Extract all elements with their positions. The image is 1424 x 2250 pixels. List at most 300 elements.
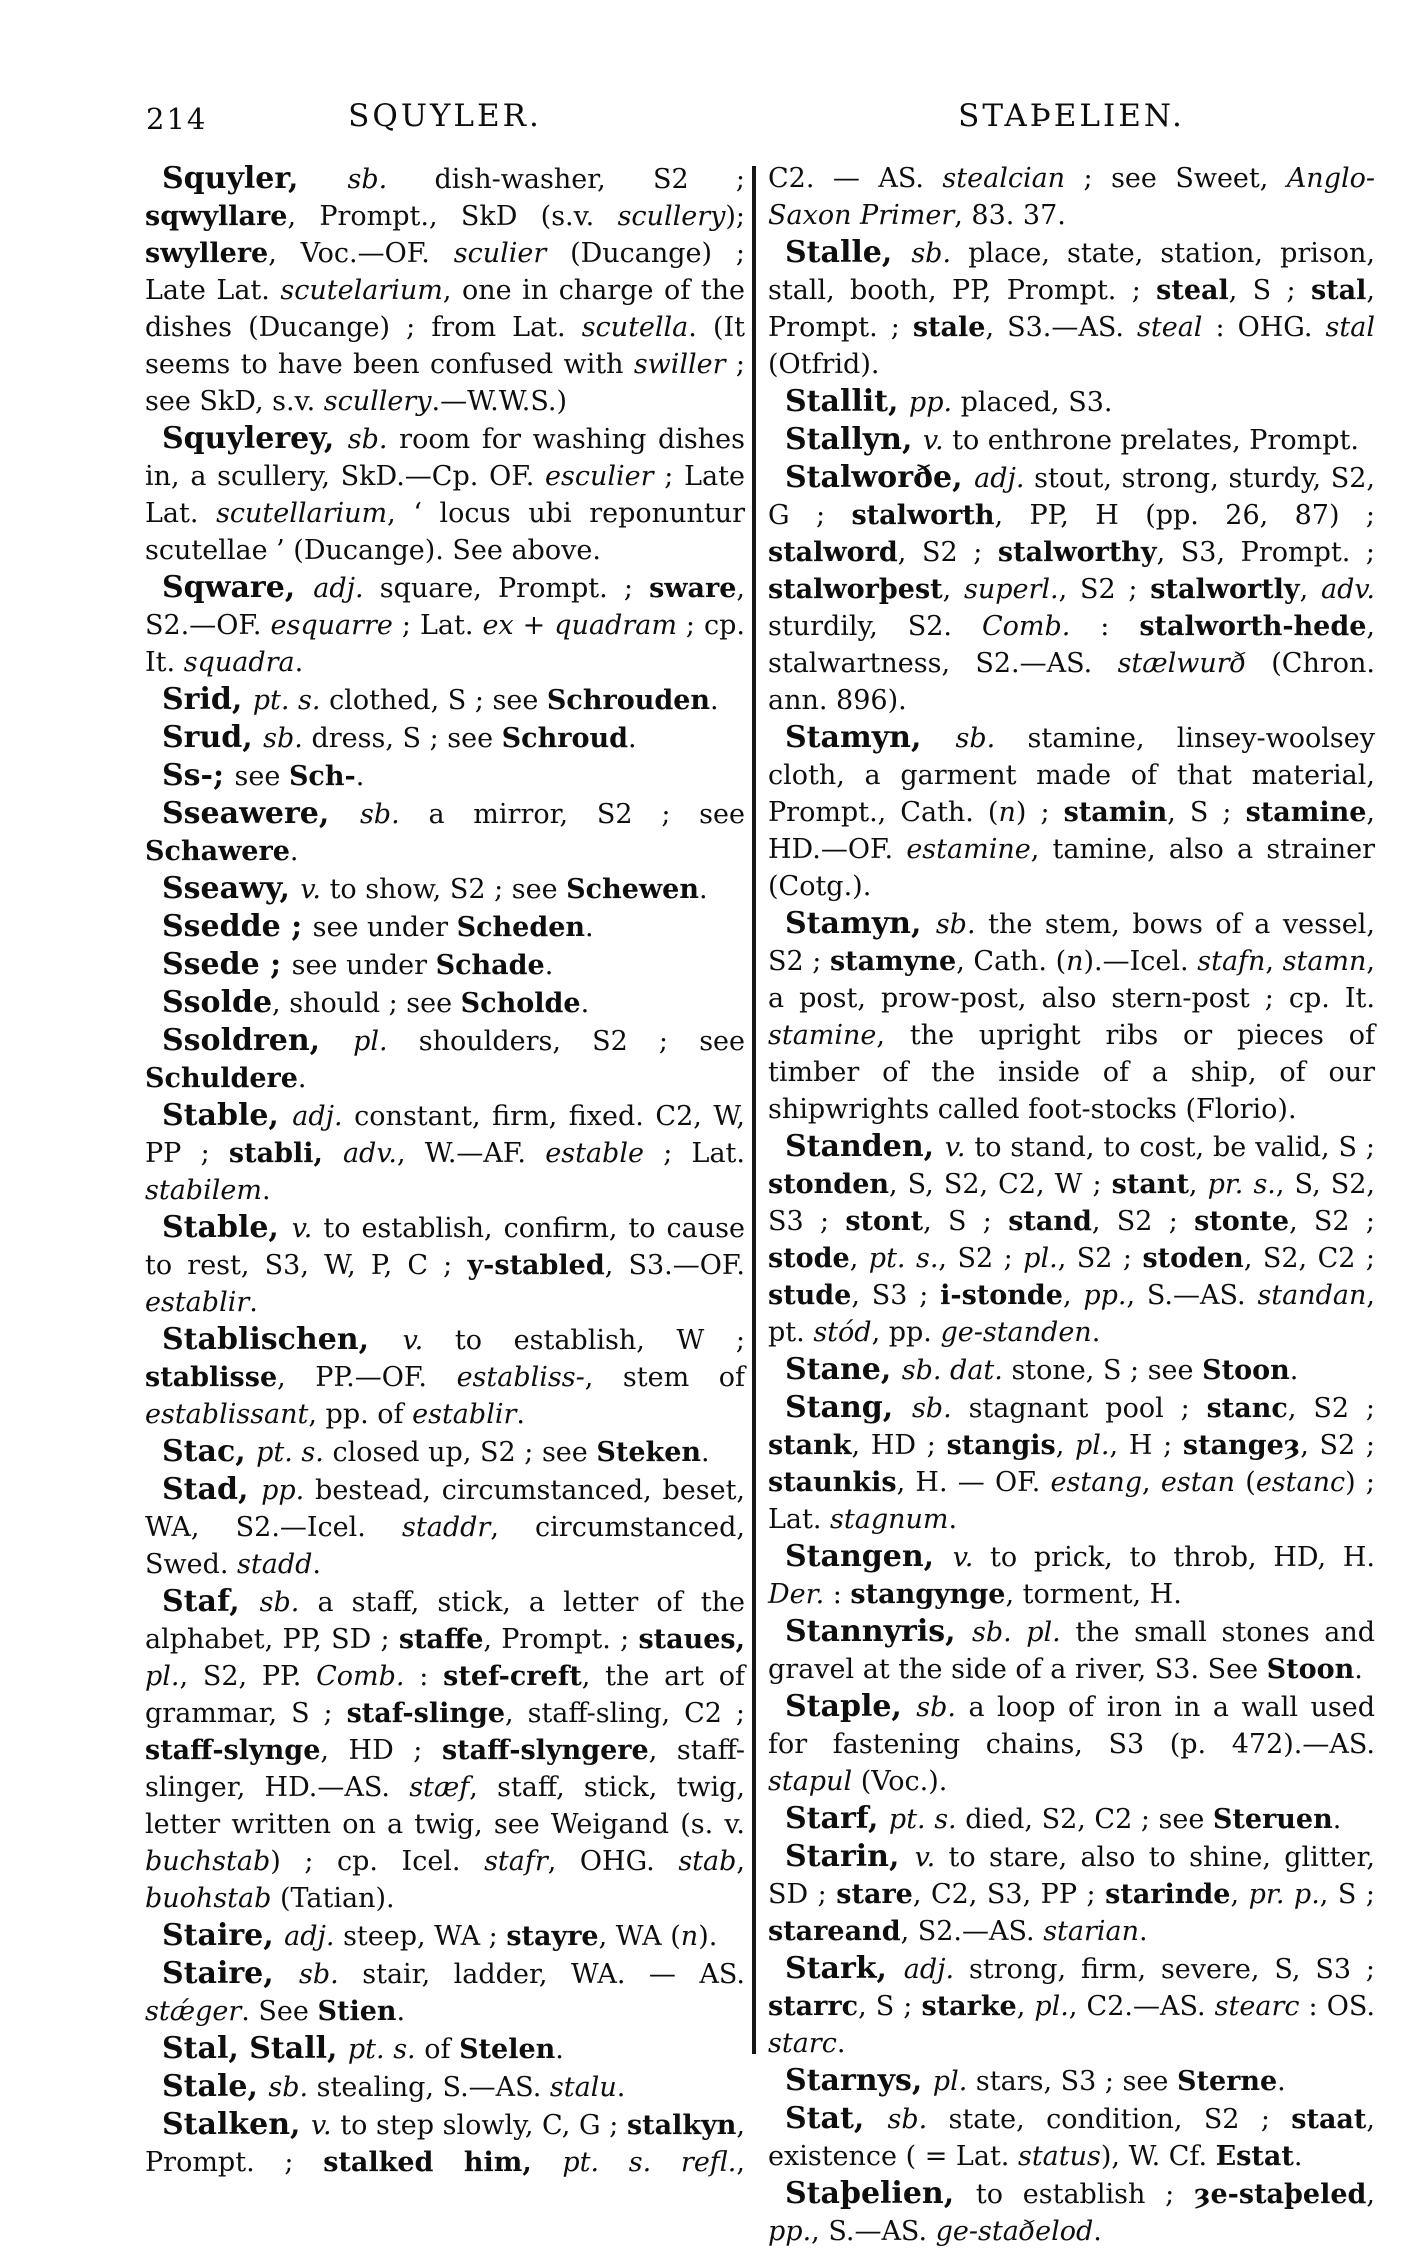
italic-label: stælwurð bbox=[1117, 648, 1246, 679]
entry-text: , S2 ; bbox=[1058, 574, 1151, 605]
dictionary-entry bbox=[145, 795, 745, 870]
entry-text: . bbox=[312, 1549, 322, 1580]
dictionary-entry bbox=[145, 2106, 745, 2181]
italic-label: stab bbox=[678, 1846, 737, 1877]
entry-headword: Stable, bbox=[162, 1098, 293, 1133]
dictionary-entry bbox=[768, 2175, 1375, 2250]
bold-form: swyllere bbox=[145, 238, 269, 269]
entry-text: closed up, S2 ; see bbox=[332, 1437, 597, 1468]
entry-headword: Squylerey, bbox=[162, 421, 348, 456]
entry-text: (Voc.). bbox=[852, 1766, 948, 1797]
italic-label: stapul bbox=[768, 1766, 853, 1797]
entry-text: place, state, station, prison, stall, booth, PP, Prompt. ; bbox=[768, 238, 1376, 306]
entry-text: . bbox=[1354, 1654, 1363, 1685]
bold-form: stand bbox=[1008, 1206, 1092, 1237]
entry-headword: Staple, bbox=[785, 1689, 917, 1724]
dictionary-entry bbox=[145, 420, 745, 569]
entry-headword: Standen, bbox=[785, 1129, 945, 1164]
entry-text: stars, S3 ; see bbox=[975, 2066, 1177, 2097]
entry-text: , S2 ; bbox=[897, 537, 998, 568]
dictionary-entry bbox=[768, 383, 1375, 421]
entry-text: , S ; bbox=[1319, 1879, 1376, 1910]
italic-label: sculier bbox=[453, 238, 547, 269]
dictionary-entry bbox=[768, 1389, 1375, 1538]
entry-text: , S2 ; bbox=[938, 1243, 1024, 1274]
entry-headword: Ssedde ; bbox=[162, 909, 313, 944]
entry-text: . bbox=[297, 1063, 307, 1094]
running-head-left: SQUYLER. bbox=[348, 98, 542, 134]
entry-text: , bbox=[1265, 946, 1283, 977]
entry-text: , S2.—AS. bbox=[900, 1916, 1044, 1947]
entry-text: , HD ; bbox=[851, 1430, 947, 1461]
italic-label: pt. s. bbox=[888, 1804, 966, 1835]
entry-text: , WA ( bbox=[598, 1921, 681, 1952]
entry-headword: Starnys, bbox=[785, 2063, 933, 2098]
bold-form: staf-slinge bbox=[346, 1698, 506, 1729]
bold-form: Steruen bbox=[1212, 1804, 1333, 1835]
italic-label: pt. s. refl. bbox=[562, 2147, 737, 2178]
entry-text: see under bbox=[291, 950, 436, 981]
entry-text: . bbox=[544, 950, 554, 981]
entry-text: to establish, confirm, to cause to rest, S3, W, P, C ; bbox=[145, 1213, 745, 1281]
entry-headword: Squyler, bbox=[162, 161, 348, 196]
entry-text: , the upright ribs or pieces of timber of the inside of a ship, of our shipwrights called foot-stocks (Florio). bbox=[768, 1020, 1375, 1125]
entry-headword: Srid, bbox=[162, 682, 253, 717]
entry-text: . bbox=[1293, 2141, 1303, 2172]
italic-label: starc bbox=[768, 2028, 837, 2059]
italic-label: pl. bbox=[145, 1661, 180, 1692]
italic-label: v. bbox=[291, 1213, 324, 1244]
entry-headword: Ssoldren, bbox=[162, 1023, 354, 1058]
entry-text: , S, S2, C2, W ; bbox=[889, 1169, 1112, 1200]
entry-text: ; see Sweet, bbox=[1065, 163, 1287, 194]
entry-text: , pp. bbox=[871, 1317, 941, 1348]
entry-text: , bbox=[942, 574, 964, 605]
italic-label: stǽger bbox=[145, 1996, 242, 2027]
entry-headword: Sseawere, bbox=[162, 796, 360, 831]
italic-label: scutella bbox=[581, 312, 689, 343]
entry-headword: Stal, Stall, bbox=[162, 2031, 348, 2066]
dictionary-entry bbox=[145, 2068, 745, 2106]
entry-text: , bbox=[1188, 1169, 1208, 1200]
italic-label: v. bbox=[311, 2110, 341, 2141]
entry-text: . bbox=[555, 2034, 564, 2065]
italic-label: pp. bbox=[1083, 1280, 1127, 1311]
italic-label: v. bbox=[914, 1842, 949, 1873]
bold-form: i-stonde bbox=[940, 1280, 1063, 1311]
italic-label: stalu bbox=[549, 2072, 617, 2103]
entry-text: , bbox=[849, 1243, 869, 1274]
entry-text: dish-washer, S2 ; bbox=[434, 164, 745, 195]
italic-label: starian bbox=[1043, 1916, 1140, 1947]
bold-form: Schade bbox=[435, 950, 545, 981]
entry-text: , S2 ; bbox=[1057, 1243, 1143, 1274]
entry-headword: Ssolde bbox=[162, 985, 273, 1020]
italic-label: pl. bbox=[932, 2066, 976, 2097]
entry-headword: Stark, bbox=[785, 1951, 904, 1986]
italic-label: superl. bbox=[964, 574, 1059, 605]
dictionary-entry bbox=[145, 870, 745, 908]
bold-form: stalworthy bbox=[997, 537, 1157, 568]
entry-text: to establish, W ; bbox=[454, 1325, 745, 1356]
bold-form: stamin bbox=[1063, 797, 1168, 828]
italic-label: pt. s. bbox=[868, 1243, 939, 1274]
entry-headword: Stamyn, bbox=[785, 906, 936, 941]
entry-text: , pt. bbox=[768, 1280, 1375, 1348]
dictionary-entry bbox=[768, 1800, 1375, 1838]
bold-form: Scholde bbox=[460, 988, 581, 1019]
dictionary-entry bbox=[145, 946, 745, 984]
entry-headword: Stalle, bbox=[785, 235, 912, 270]
italic-label: sb. bbox=[916, 1692, 969, 1723]
bold-form: stont bbox=[845, 1206, 924, 1237]
italic-label: stæf bbox=[409, 1772, 470, 1803]
entry-text: , C2, S3, PP ; bbox=[912, 1879, 1106, 1910]
dictionary-entry bbox=[768, 234, 1375, 383]
italic-label: stód bbox=[813, 1317, 872, 1348]
entry-text: . bbox=[627, 723, 637, 754]
entry-text: a staff, stick, a letter of the alphabet, PP, SD ; bbox=[145, 1587, 745, 1655]
italic-label: stafr bbox=[484, 1846, 548, 1877]
entry-text: stout, strong, sturdy, S2, G ; bbox=[768, 463, 1376, 531]
bold-form: stalword bbox=[768, 537, 898, 568]
italic-label: sb. bbox=[263, 723, 312, 754]
italic-label: establir bbox=[145, 1287, 250, 1318]
entry-text: : bbox=[1070, 611, 1140, 642]
entry-text: (Ducange) ; Late Lat. bbox=[145, 238, 745, 306]
entry-headword: Stat, bbox=[785, 2101, 888, 2136]
entry-text: . bbox=[701, 1437, 710, 1468]
entry-text: to prick, to throb, HD, H. bbox=[990, 1542, 1375, 1573]
entry-text: see bbox=[234, 761, 289, 792]
italic-label: adv. bbox=[342, 1138, 397, 1169]
entry-text: , Cath. ( bbox=[956, 946, 1067, 977]
entry-headword: Srud, bbox=[162, 720, 264, 755]
italic-label: staddr bbox=[402, 1512, 491, 1543]
italic-label: Der. bbox=[768, 1579, 825, 1610]
entry-text: , stem of bbox=[584, 1362, 745, 1393]
italic-label: sb. bbox=[955, 723, 1028, 754]
entry-headword: Stable, bbox=[162, 1210, 292, 1245]
entry-text: ), W. Cf. bbox=[1100, 2141, 1216, 2172]
italic-label: establir bbox=[412, 1399, 517, 1430]
entry-headword: Starin, bbox=[785, 1839, 915, 1874]
bold-form: Stelen bbox=[459, 2034, 556, 2065]
entry-text: , bbox=[1366, 2179, 1375, 2210]
italic-label: adv. bbox=[1320, 574, 1375, 605]
entry-headword: Stablischen, bbox=[162, 1322, 403, 1357]
continuation-text bbox=[768, 160, 1375, 234]
entry-text: square, Prompt. ; bbox=[379, 573, 650, 604]
entry-text: sturdily, S2. bbox=[768, 611, 982, 642]
italic-label: v. bbox=[300, 874, 330, 905]
dictionary-entry bbox=[768, 1838, 1375, 1950]
italic-label: estang bbox=[1050, 1467, 1143, 1498]
italic-label: pp. bbox=[768, 2216, 812, 2247]
entry-text: , C2.—AS. bbox=[1068, 1991, 1215, 2022]
entry-text: ; Lat. bbox=[643, 1138, 745, 1169]
entry-text: to enthrone prelates, Prompt. bbox=[952, 425, 1359, 456]
entry-text: , H. — OF. bbox=[896, 1467, 1051, 1498]
bold-form: staat bbox=[1291, 2104, 1367, 2135]
bold-form: starke bbox=[921, 1991, 1017, 2022]
dictionary-entry bbox=[768, 1538, 1375, 1613]
entry-text: bestead, circumstanced, beset, WA, S2.—Icel. bbox=[145, 1475, 746, 1543]
running-head-right: STAÞELIEN. bbox=[958, 98, 1185, 134]
bold-form: staffe bbox=[398, 1624, 484, 1655]
entry-headword: Stang, bbox=[785, 1390, 912, 1425]
entry-text: , PP, H (pp. 26, 87) ; bbox=[994, 500, 1375, 531]
italic-label: ge-staðelod bbox=[935, 2216, 1094, 2247]
dictionary-entry bbox=[145, 1955, 745, 2030]
entry-text: . bbox=[616, 2072, 626, 2103]
entry-text: , Prompt. ; bbox=[145, 2110, 745, 2178]
entry-text: , S ; bbox=[923, 1206, 1009, 1237]
bold-form: stude bbox=[768, 1280, 852, 1311]
left-column bbox=[145, 160, 745, 2181]
italic-label: scutellarium bbox=[216, 498, 388, 529]
entry-text: of bbox=[424, 2034, 460, 2065]
bold-form: staff-slynge bbox=[145, 1735, 321, 1766]
entry-text: room for washing dishes in, a scullery, SkD.—Cp. OF. bbox=[145, 424, 746, 492]
dictionary-entry bbox=[768, 421, 1375, 459]
entry-text: , S ; bbox=[858, 1991, 922, 2022]
entry-text: placed, S3. bbox=[960, 387, 1113, 418]
italic-label: scutelarium bbox=[280, 275, 443, 306]
entry-text: , S3, Prompt. ; bbox=[1156, 537, 1375, 568]
italic-label: v. bbox=[402, 1325, 455, 1356]
bold-form: staff-slyngere bbox=[441, 1735, 649, 1766]
entry-text: see under bbox=[312, 912, 457, 943]
bold-form: stareand bbox=[768, 1916, 901, 1947]
italic-label: stamn bbox=[1282, 946, 1367, 977]
entry-text: , one in charge of the dishes (Ducange) ; from Lat. bbox=[145, 275, 745, 343]
entry-text: , S3.—OF. bbox=[604, 1250, 746, 1281]
bold-form: sware bbox=[649, 573, 737, 604]
italic-label: sb. bbox=[299, 1959, 363, 1990]
entry-text: , S ; bbox=[1228, 275, 1311, 306]
italic-label: Comb. bbox=[316, 1661, 405, 1692]
entry-text: , S2 ; bbox=[1289, 1206, 1375, 1237]
entry-headword: Starf, bbox=[785, 1801, 889, 1836]
italic-label: squadra bbox=[183, 647, 295, 678]
entry-text: . (It seems to have been confused with bbox=[145, 312, 745, 380]
entry-text: , ‘ locus ubi reponuntur scutellae ’ (Ducange). See above. bbox=[145, 498, 745, 566]
entry-text: ) ; Lat. bbox=[768, 1467, 1376, 1535]
entry-text: . bbox=[294, 647, 304, 678]
italic-label: pp. bbox=[908, 387, 961, 418]
italic-label: estanc bbox=[1255, 1467, 1346, 1498]
entry-text: ; Lat. bbox=[392, 610, 483, 641]
bold-form: stalworth-hede bbox=[1139, 611, 1367, 642]
italic-label: sb. bbox=[259, 1587, 318, 1618]
entry-headword: Stac, bbox=[162, 1434, 257, 1469]
bold-form: stode bbox=[768, 1243, 850, 1274]
entry-text: , H ; bbox=[1109, 1430, 1183, 1461]
entry-headword: Stallit, bbox=[785, 384, 909, 419]
entry-text: : OHG. bbox=[1202, 312, 1326, 343]
entry-text: stamine, linsey-woolsey cloth, a garment made of that material, Prompt., Cath. ( bbox=[768, 723, 1376, 828]
dictionary-entry bbox=[768, 1950, 1375, 2062]
italic-label: n bbox=[680, 1921, 699, 1952]
entry-text: , Prompt. ; bbox=[483, 1624, 639, 1655]
bold-form: stalworth bbox=[851, 500, 995, 531]
bold-form: staunkis bbox=[768, 1467, 897, 1498]
bold-form: stonte bbox=[1194, 1206, 1290, 1237]
bold-form: Steken bbox=[596, 1437, 702, 1468]
italic-label: stafn bbox=[1197, 946, 1266, 977]
italic-label: estable bbox=[545, 1138, 644, 1169]
dictionary-entry bbox=[145, 1321, 745, 1433]
italic-label: v. bbox=[922, 425, 953, 456]
entry-text: to establish ; bbox=[975, 2179, 1195, 2210]
entry-headword: Stad, bbox=[162, 1472, 262, 1507]
italic-label: sb. dat. bbox=[901, 1355, 1012, 1386]
dictionary-entry bbox=[145, 681, 745, 719]
italic-label: n bbox=[1066, 946, 1084, 977]
italic-label: pr. s. bbox=[1207, 1169, 1276, 1200]
entry-headword: Ss-; bbox=[162, 758, 235, 793]
entry-text: stone, S ; see bbox=[1011, 1355, 1203, 1386]
entry-text: . bbox=[710, 685, 719, 716]
entry-text: . bbox=[396, 1996, 406, 2027]
bold-form: Sch- bbox=[288, 761, 356, 792]
bold-form: stayre bbox=[506, 1921, 599, 1952]
italic-label: stadd bbox=[237, 1549, 313, 1580]
italic-label: Anglo-Saxon Primer bbox=[768, 163, 1375, 231]
dictionary-entry bbox=[145, 908, 745, 946]
entry-headword: Stale, bbox=[162, 2069, 269, 2104]
entry-text: , staff-sling, C2 ; bbox=[505, 1698, 745, 1729]
italic-label: ge-standen bbox=[940, 1317, 1092, 1348]
italic-label: sb. bbox=[347, 164, 435, 195]
entry-text: , bbox=[1016, 1991, 1035, 2022]
entry-text: a mirror, S2 ; see bbox=[428, 799, 745, 830]
entry-text: , 83. 37. bbox=[954, 200, 1066, 231]
bold-form: starrc bbox=[768, 1991, 859, 2022]
bold-form: Scheden bbox=[456, 912, 586, 943]
italic-label: pl. bbox=[1034, 1991, 1069, 2022]
italic-label: v. bbox=[944, 1132, 975, 1163]
dictionary-entry bbox=[145, 1097, 745, 1209]
entry-text: , S.—AS. bbox=[811, 2216, 936, 2247]
italic-label: standan bbox=[1257, 1280, 1367, 1311]
entry-text: ; cp. It. bbox=[145, 610, 746, 678]
italic-label: estamine bbox=[906, 834, 1031, 865]
entry-text: , should ; see bbox=[272, 988, 461, 1019]
italic-label: sb. bbox=[268, 2072, 317, 2103]
entry-headword: Stannyris, bbox=[785, 1614, 972, 1649]
italic-label: pl. bbox=[353, 1026, 419, 1057]
italic-label: sb. bbox=[911, 1393, 969, 1424]
italic-label: adj. bbox=[313, 573, 380, 604]
entry-text: . bbox=[261, 1175, 271, 1206]
entry-text: , S2 ; bbox=[1091, 1206, 1195, 1237]
italic-label: stagnum bbox=[830, 1504, 949, 1535]
italic-label: adj. bbox=[292, 1101, 355, 1132]
bold-form: staues, bbox=[638, 1624, 746, 1655]
entry-headword: Stamyn, bbox=[785, 720, 956, 755]
dictionary-entry bbox=[768, 2100, 1375, 2175]
entry-text: , S2 ; bbox=[1300, 1430, 1375, 1461]
bold-form: stalkyn bbox=[626, 2110, 737, 2141]
entry-text: , Prompt., SkD (s.v. bbox=[287, 201, 618, 232]
italic-label: stabilem bbox=[145, 1175, 262, 1206]
entry-text: a loop of iron in a wall used for fastening chains, S3 (p. 472).—AS. bbox=[768, 1692, 1375, 1760]
bold-form: Schrouden bbox=[546, 685, 711, 716]
entry-text: , S ; bbox=[1167, 797, 1246, 828]
bold-form: sqwyllare bbox=[145, 201, 288, 232]
entry-text: clothed, S ; see bbox=[329, 685, 547, 716]
entry-text: . bbox=[836, 2028, 846, 2059]
dictionary-entry bbox=[145, 569, 745, 681]
entry-text: , staff-slinger, HD.—AS. bbox=[145, 1735, 746, 1803]
italic-label: pt. s. bbox=[252, 685, 330, 716]
entry-text: . bbox=[289, 836, 299, 867]
entry-headword: Ssede ; bbox=[162, 947, 292, 982]
italic-label: sb. bbox=[911, 238, 969, 269]
entry-text: the stem, bows of a vessel, S2 ; bbox=[768, 909, 1376, 977]
bold-form: stoden bbox=[1142, 1243, 1244, 1274]
italic-label: esculier bbox=[545, 461, 654, 492]
entry-text: (Chron. ann. 896). bbox=[768, 648, 1375, 716]
entry-text: . See bbox=[241, 1996, 318, 2027]
entry-headword: Stangen, bbox=[785, 1539, 953, 1574]
entry-text: .—W.W.S.) bbox=[431, 386, 568, 417]
entry-text: state, condition, S2 ; bbox=[948, 2104, 1292, 2135]
italic-label: estan bbox=[1160, 1467, 1236, 1498]
italic-label: swiller bbox=[633, 349, 726, 380]
dictionary-entry bbox=[145, 719, 745, 757]
bold-form: stank bbox=[768, 1430, 852, 1461]
italic-label: ex + quadram bbox=[482, 610, 677, 641]
entry-text: , S, S2, S3 ; bbox=[768, 1169, 1375, 1237]
entry-headword: Stalworðe, bbox=[785, 460, 975, 495]
italic-label: scullery bbox=[617, 201, 726, 232]
entry-text: (Otfrid). bbox=[768, 349, 880, 380]
bold-form: stal bbox=[1310, 275, 1367, 306]
entry-text: . bbox=[1139, 1916, 1148, 1947]
entry-text: . bbox=[1093, 2216, 1102, 2247]
entry-headword: Stane, bbox=[785, 1352, 902, 1387]
italic-label: establissant bbox=[145, 1399, 309, 1430]
entry-text: , bbox=[1055, 1430, 1076, 1461]
entry-text: , the art of grammar, S ; bbox=[145, 1661, 745, 1729]
entry-text: , S2, PP. bbox=[179, 1661, 317, 1692]
entry-text: , bbox=[736, 2147, 745, 2178]
entry-text: to stand, to cost, be valid, S ; bbox=[974, 1132, 1375, 1163]
entry-text: , bbox=[1299, 574, 1321, 605]
entry-text: . bbox=[698, 874, 708, 905]
entry-text: , staff, stick, twig, letter written on a twig, see Weigand (s. v. bbox=[145, 1772, 745, 1840]
entry-text: died, S2, C2 ; see bbox=[965, 1804, 1213, 1835]
italic-label: sb. pl. bbox=[971, 1617, 1076, 1648]
dictionary-entry bbox=[768, 905, 1375, 1128]
entry-text: ; Late Lat. bbox=[145, 461, 745, 529]
entry-text: ( bbox=[1235, 1467, 1256, 1498]
right-column bbox=[768, 160, 1375, 2250]
bold-form: stale bbox=[912, 312, 986, 343]
entry-headword: Staþelien, bbox=[785, 2176, 976, 2211]
italic-label: stealcian bbox=[942, 163, 1066, 194]
italic-label: steal bbox=[1137, 312, 1203, 343]
bold-form: y-stabled bbox=[467, 1250, 605, 1281]
dictionary-entry bbox=[145, 1209, 745, 1321]
entry-text: , bbox=[1062, 1280, 1084, 1311]
bold-form: stalwortly bbox=[1150, 574, 1300, 605]
entry-text: . bbox=[355, 761, 365, 792]
dictionary-entry bbox=[145, 1917, 745, 1955]
